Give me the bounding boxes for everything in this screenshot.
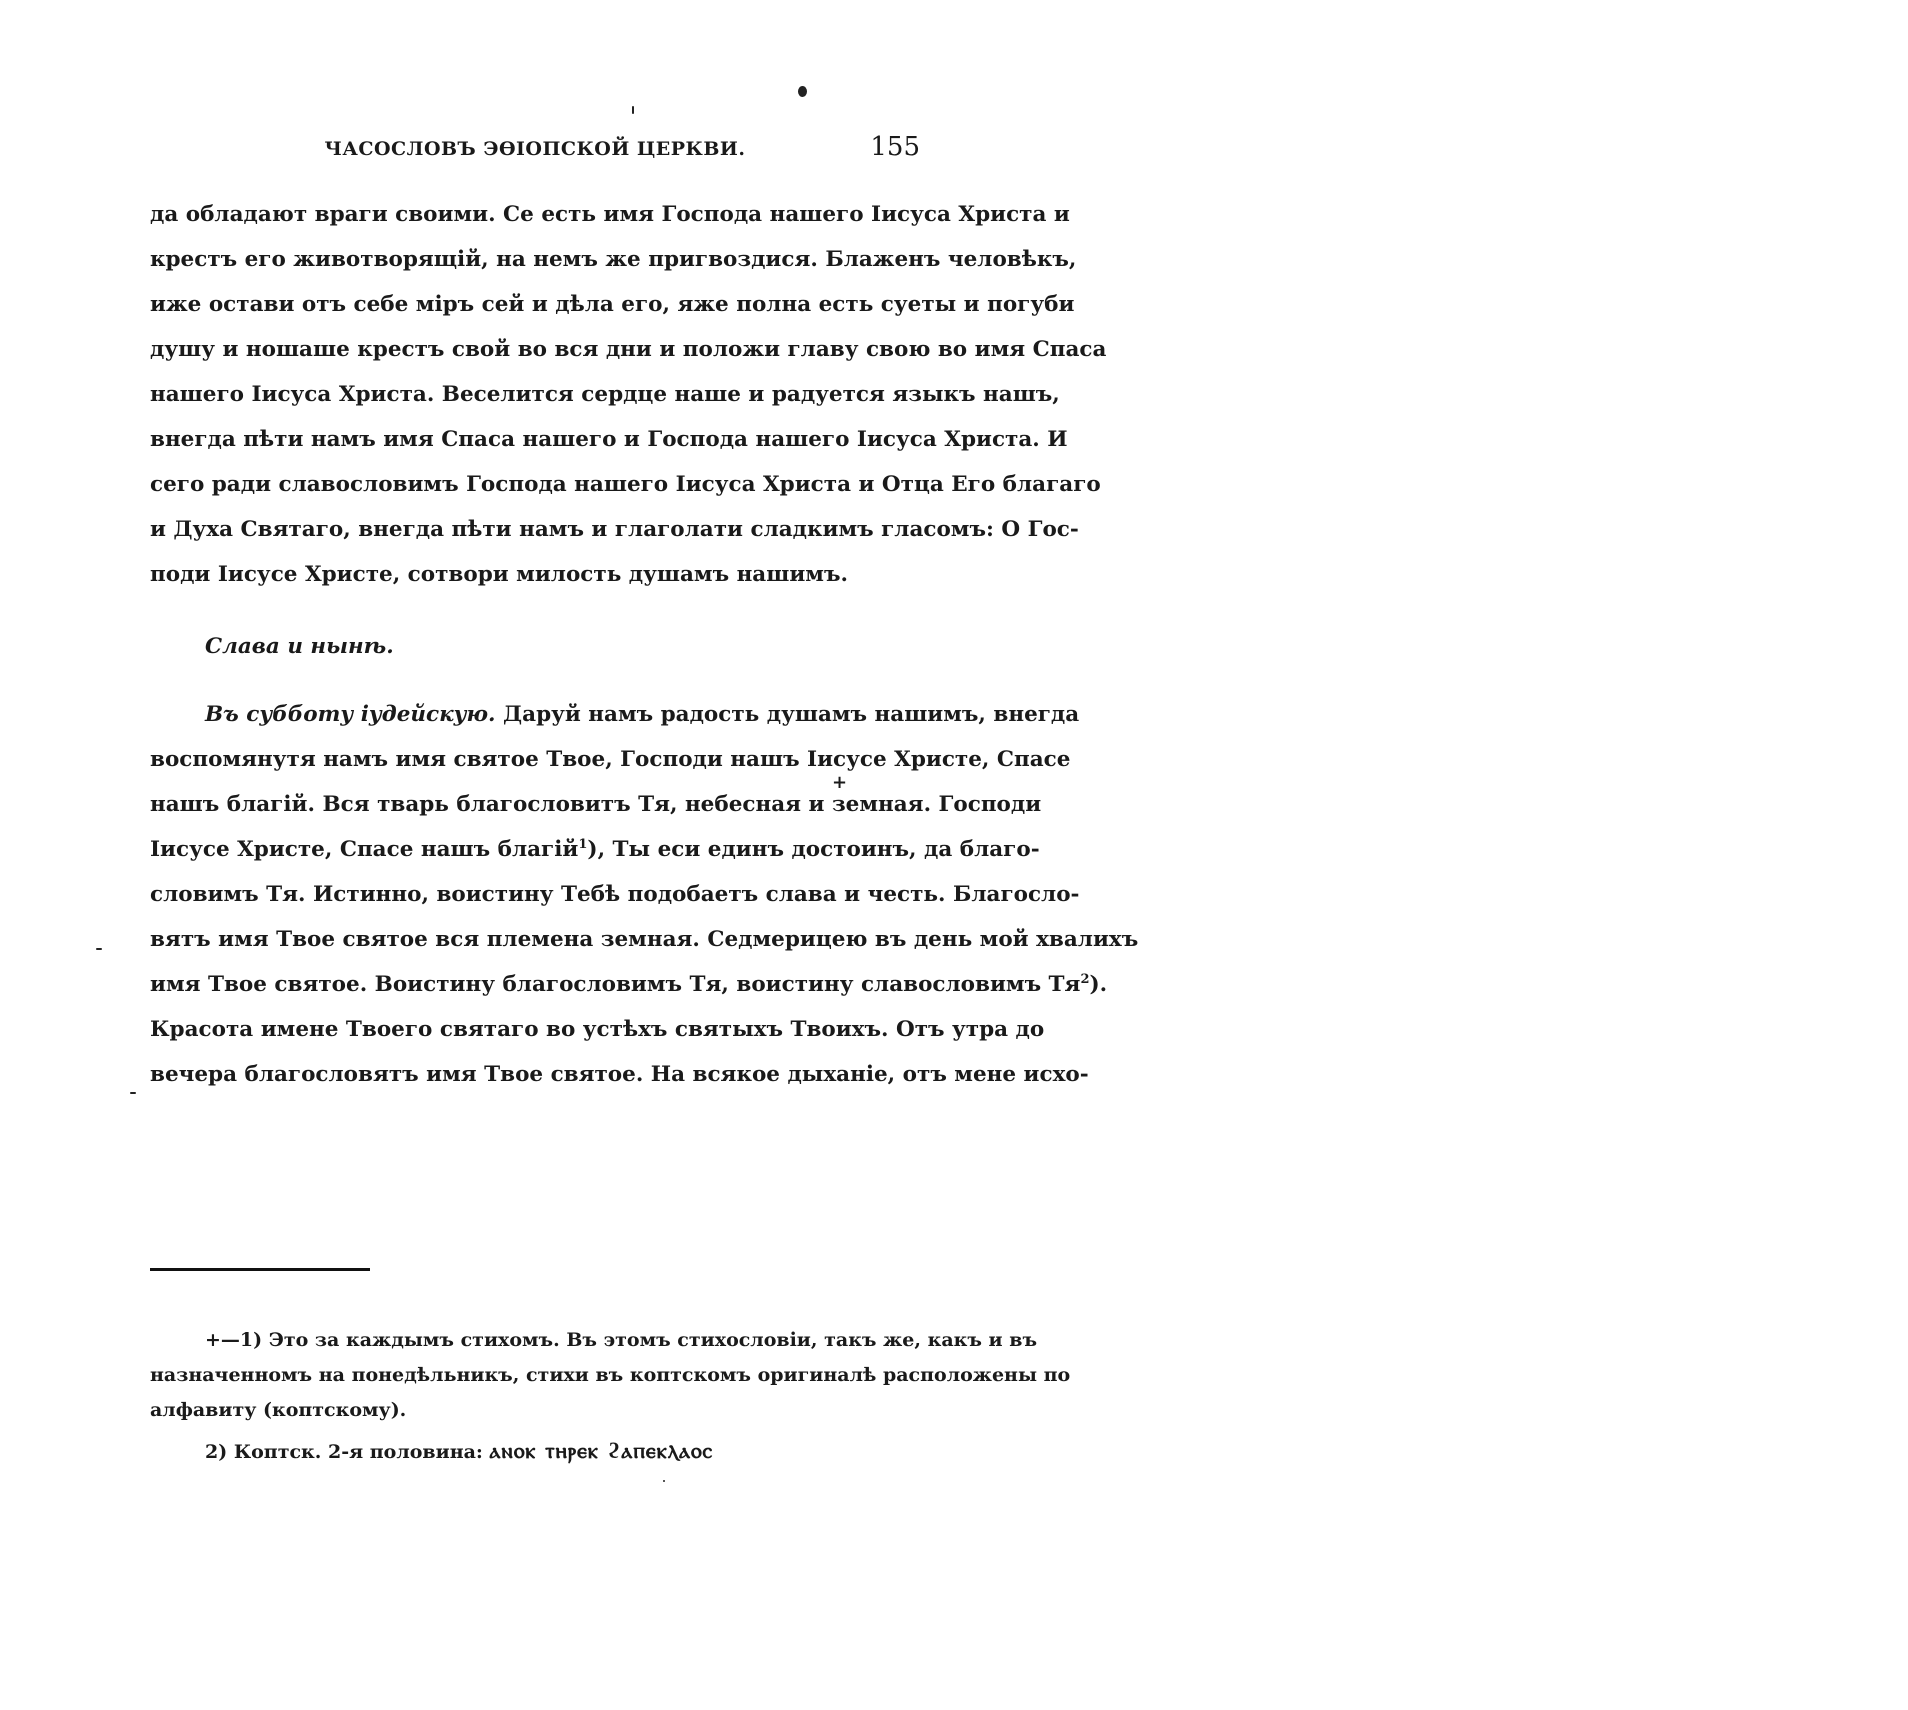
footnote-ref-1[interactable]: 1 [578, 837, 588, 852]
lead-phrase: Въ субботу іудейскую. [205, 702, 496, 727]
text-run: ). [1089, 972, 1108, 997]
page-number: 155 [870, 132, 920, 162]
scan-speck [663, 1480, 665, 1482]
text-line: словимъ Тя. Истинно, воистину Тебѣ подобаетъ слава и честь. Благосло- [150, 882, 1080, 907]
text-line: внегда пѣти намъ имя Спаса нашего и Господа нашего Іисуса Христа. И [150, 427, 1068, 452]
text-line [150, 970, 1108, 1010]
running-title: ЧАСОСЛОВЪ ЭѲІОПСКОЙ ЦЕРКВИ. [324, 138, 746, 160]
scan-speck [96, 948, 102, 950]
text-line [205, 700, 1080, 740]
text-run: Даруй намъ радость душамъ нашимъ, внегда [495, 702, 1080, 727]
scan-speck [130, 1092, 136, 1094]
text-run: ), Ты еси единъ достоинъ, да благо- [587, 837, 1040, 862]
footnote-2-text: Коптск. 2-я половина: [227, 1441, 490, 1463]
text-line: да обладают враги своими. Се есть имя Господа нашего Іисуса Христа и [150, 202, 1070, 227]
footnote-2-marker: 2) [205, 1441, 228, 1463]
coptic-text: ⲁⲛⲟⲕ ⲧⲏⲣⲉⲕ ϩⲁⲡⲉⲕⲗⲁⲟⲥ [489, 1438, 714, 1464]
text-line [150, 835, 1040, 875]
footnote-1-text: Это за каждымъ стихомъ. Въ этомъ стихословіи, такъ же, какъ и въ [262, 1329, 1038, 1351]
text-line: душу и ношаше крестъ свой во вся дни и положи главу свою во имя Спаса [150, 337, 1107, 362]
text-run: имя Твое святое. Воистину благословимъ Тя, воистину славословимъ Тя [150, 972, 1081, 997]
footnote-1-marker: +—1) [205, 1329, 263, 1351]
text-line: вечера благословятъ имя Твое святое. На всякое дыханіе, отъ мене исхо- [150, 1062, 1089, 1087]
footnote-ref-2[interactable]: 2 [1080, 972, 1090, 987]
text-line: и Духа Святаго, внегда пѣти намъ и глаголати сладкимъ гласомъ: О Гос- [150, 517, 1079, 542]
footnote-1-line: назначенномъ на понедѣльникъ, стихи въ коптскомъ оригиналѣ расположены по [150, 1364, 1071, 1386]
text-line: нашъ благій. Вся тварь благословитъ Тя, небесная и земная. Господи [150, 792, 1042, 817]
text-line: воспомянутя намъ имя святое Твое, Господи нашъ Іисусе Христе, Спасе [150, 747, 1071, 772]
running-head [150, 132, 920, 168]
scan-speck [632, 106, 634, 114]
text-line: крестъ его животворящій, на немъ же пригвоздися. Блаженъ человѣкъ, [150, 247, 1077, 272]
text-line: нашего Іисуса Христа. Веселится сердце наше и радуется языкъ нашъ, [150, 382, 1060, 407]
text-line: сего ради славословимъ Господа нашего Іисуса Христа и Отца Его благаго [150, 472, 1101, 497]
scan-speck [798, 86, 807, 97]
text-run: Іисусе Христе, Спасе нашъ благій [150, 837, 579, 862]
heading-slava: Слава и нынѣ. [205, 634, 394, 659]
footnote-1-line: алфавиту (коптскому). [150, 1399, 407, 1421]
text-line: иже остави отъ себе міръ сей и дѣла его, яже полна есть суеты и погуби [150, 292, 1075, 317]
footnote-separator [150, 1268, 370, 1271]
text-line: поди Іисусе Христе, сотвори милость душамъ нашимъ. [150, 562, 848, 587]
cross-mark: + [832, 772, 848, 793]
footnote-1-line [150, 1327, 1038, 1357]
text-line: вятъ имя Твое святое вся племена земная. Седмерицею въ день мой хвалихъ [150, 927, 1139, 952]
text-line: Красота имене Твоего святаго во устѣхъ святыхъ Твоихъ. Отъ утра до [150, 1017, 1045, 1042]
footnote-2 [150, 1438, 920, 1468]
